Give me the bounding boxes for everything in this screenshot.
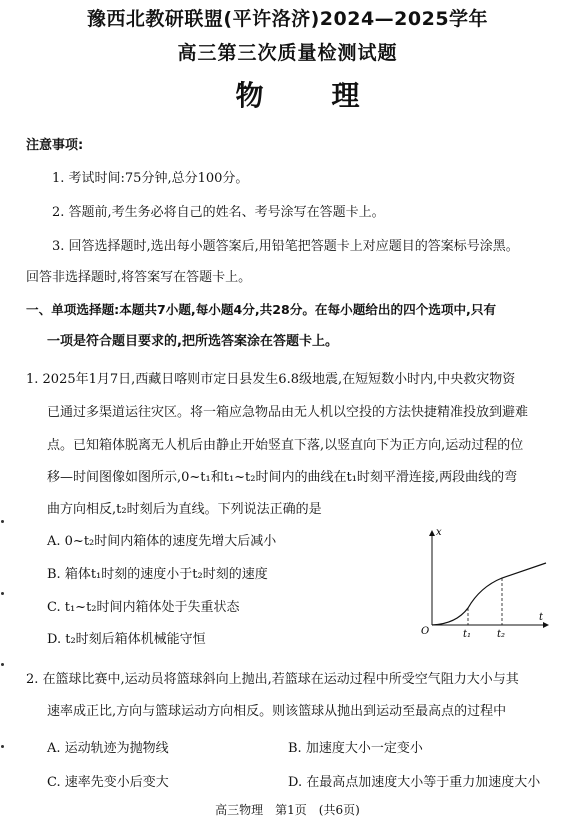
q1-option-a: A. 0~t₂时间内箱体的速度先增大后减小 xyxy=(47,534,277,549)
q2-option-d: D. 在最高点加速度大小等于重力加速度大小 xyxy=(288,775,541,790)
margin-dot xyxy=(1,663,4,666)
margin-dot xyxy=(1,745,4,748)
x-axis-label: t xyxy=(539,612,544,623)
q1-line: 点。已知箱体脱离无人机后由静止开始竖直下落,以竖直向下为正方向,运动过程的位 xyxy=(47,438,524,453)
exam-subtitle: 高三第三次质量检测试题 xyxy=(177,42,398,64)
q1-line: 曲方向相反,t₂时刻后为直线。下列说法正确的是 xyxy=(47,502,322,517)
notes-title: 注意事项: xyxy=(26,138,84,153)
q2-option-b: B. 加速度大小一定变小 xyxy=(288,741,423,756)
t2-label: t₂ xyxy=(497,629,506,640)
subject-title: 物 理 xyxy=(235,79,380,112)
note-item: 回答非选择题时,将答案写在答题卡上。 xyxy=(26,270,252,285)
q2-line: 速率成正比,方向与篮球运动方向相反。则该篮球从抛出到运动至最高点的过程中 xyxy=(47,704,507,719)
q1-line: 移—时间图像如图所示,0~t₁和t₁~t₂时间内的曲线在t₁时刻平滑连接,两段曲线的弯 xyxy=(47,470,518,485)
section-heading: 一、单项选择题:本题共7小题,每小题4分,共28分。在每小题给出的四个选项中,只有 xyxy=(26,302,497,317)
q1-option-c: C. t₁~t₂时间内箱体处于失重状态 xyxy=(47,600,240,615)
section-heading-cont: 一项是符合题目要求的,把所选答案涂在答题卡上。 xyxy=(47,334,338,349)
q1-line: 已通过多渠道运往灾区。将一箱应急物品由无人机以空投的方法快捷精准投放到避难 xyxy=(47,405,529,420)
q1-displacement-time-graph xyxy=(418,525,553,647)
q2-option-c: C. 速率先变小后变大 xyxy=(47,775,169,790)
q1-option-d: D. t₂时刻后箱体机械能守恒 xyxy=(47,632,206,647)
q2-option-a: A. 运动轨迹为抛物线 xyxy=(47,741,169,756)
note-item: 2. 答题前,考生务必将自己的姓名、考号涂写在答题卡上。 xyxy=(52,205,385,220)
origin-label: O xyxy=(421,626,430,637)
note-item: 1. 考试时间:75分钟,总分100分。 xyxy=(52,171,249,186)
t1-label: t₁ xyxy=(463,629,472,640)
note-item: 3. 回答选择题时,选出每小题答案后,用铅笔把答题卡上对应题目的答案标号涂黑。 xyxy=(52,239,519,254)
y-axis-label: x xyxy=(436,527,442,538)
q2-line: 2. 在篮球比赛中,运动员将篮球斜向上抛出,若篮球在运动过程中所受空气阻力大小与其 xyxy=(26,672,519,687)
exam-title: 豫西北教研联盟(平许洛济)2024—2025学年 xyxy=(86,8,489,30)
page-footer: 高三物理 第1页 (共6页) xyxy=(215,803,360,817)
q1-option-b: B. 箱体t₁时刻的速度小于t₂时刻的速度 xyxy=(47,567,268,582)
q1-line: 1. 2025年1月7日,西藏日喀则市定日县发生6.8级地震,在短短数小时内,中央救灾物资 xyxy=(26,372,516,387)
margin-dot xyxy=(1,592,4,595)
margin-dot xyxy=(1,520,4,523)
displacement-curve xyxy=(432,563,546,625)
